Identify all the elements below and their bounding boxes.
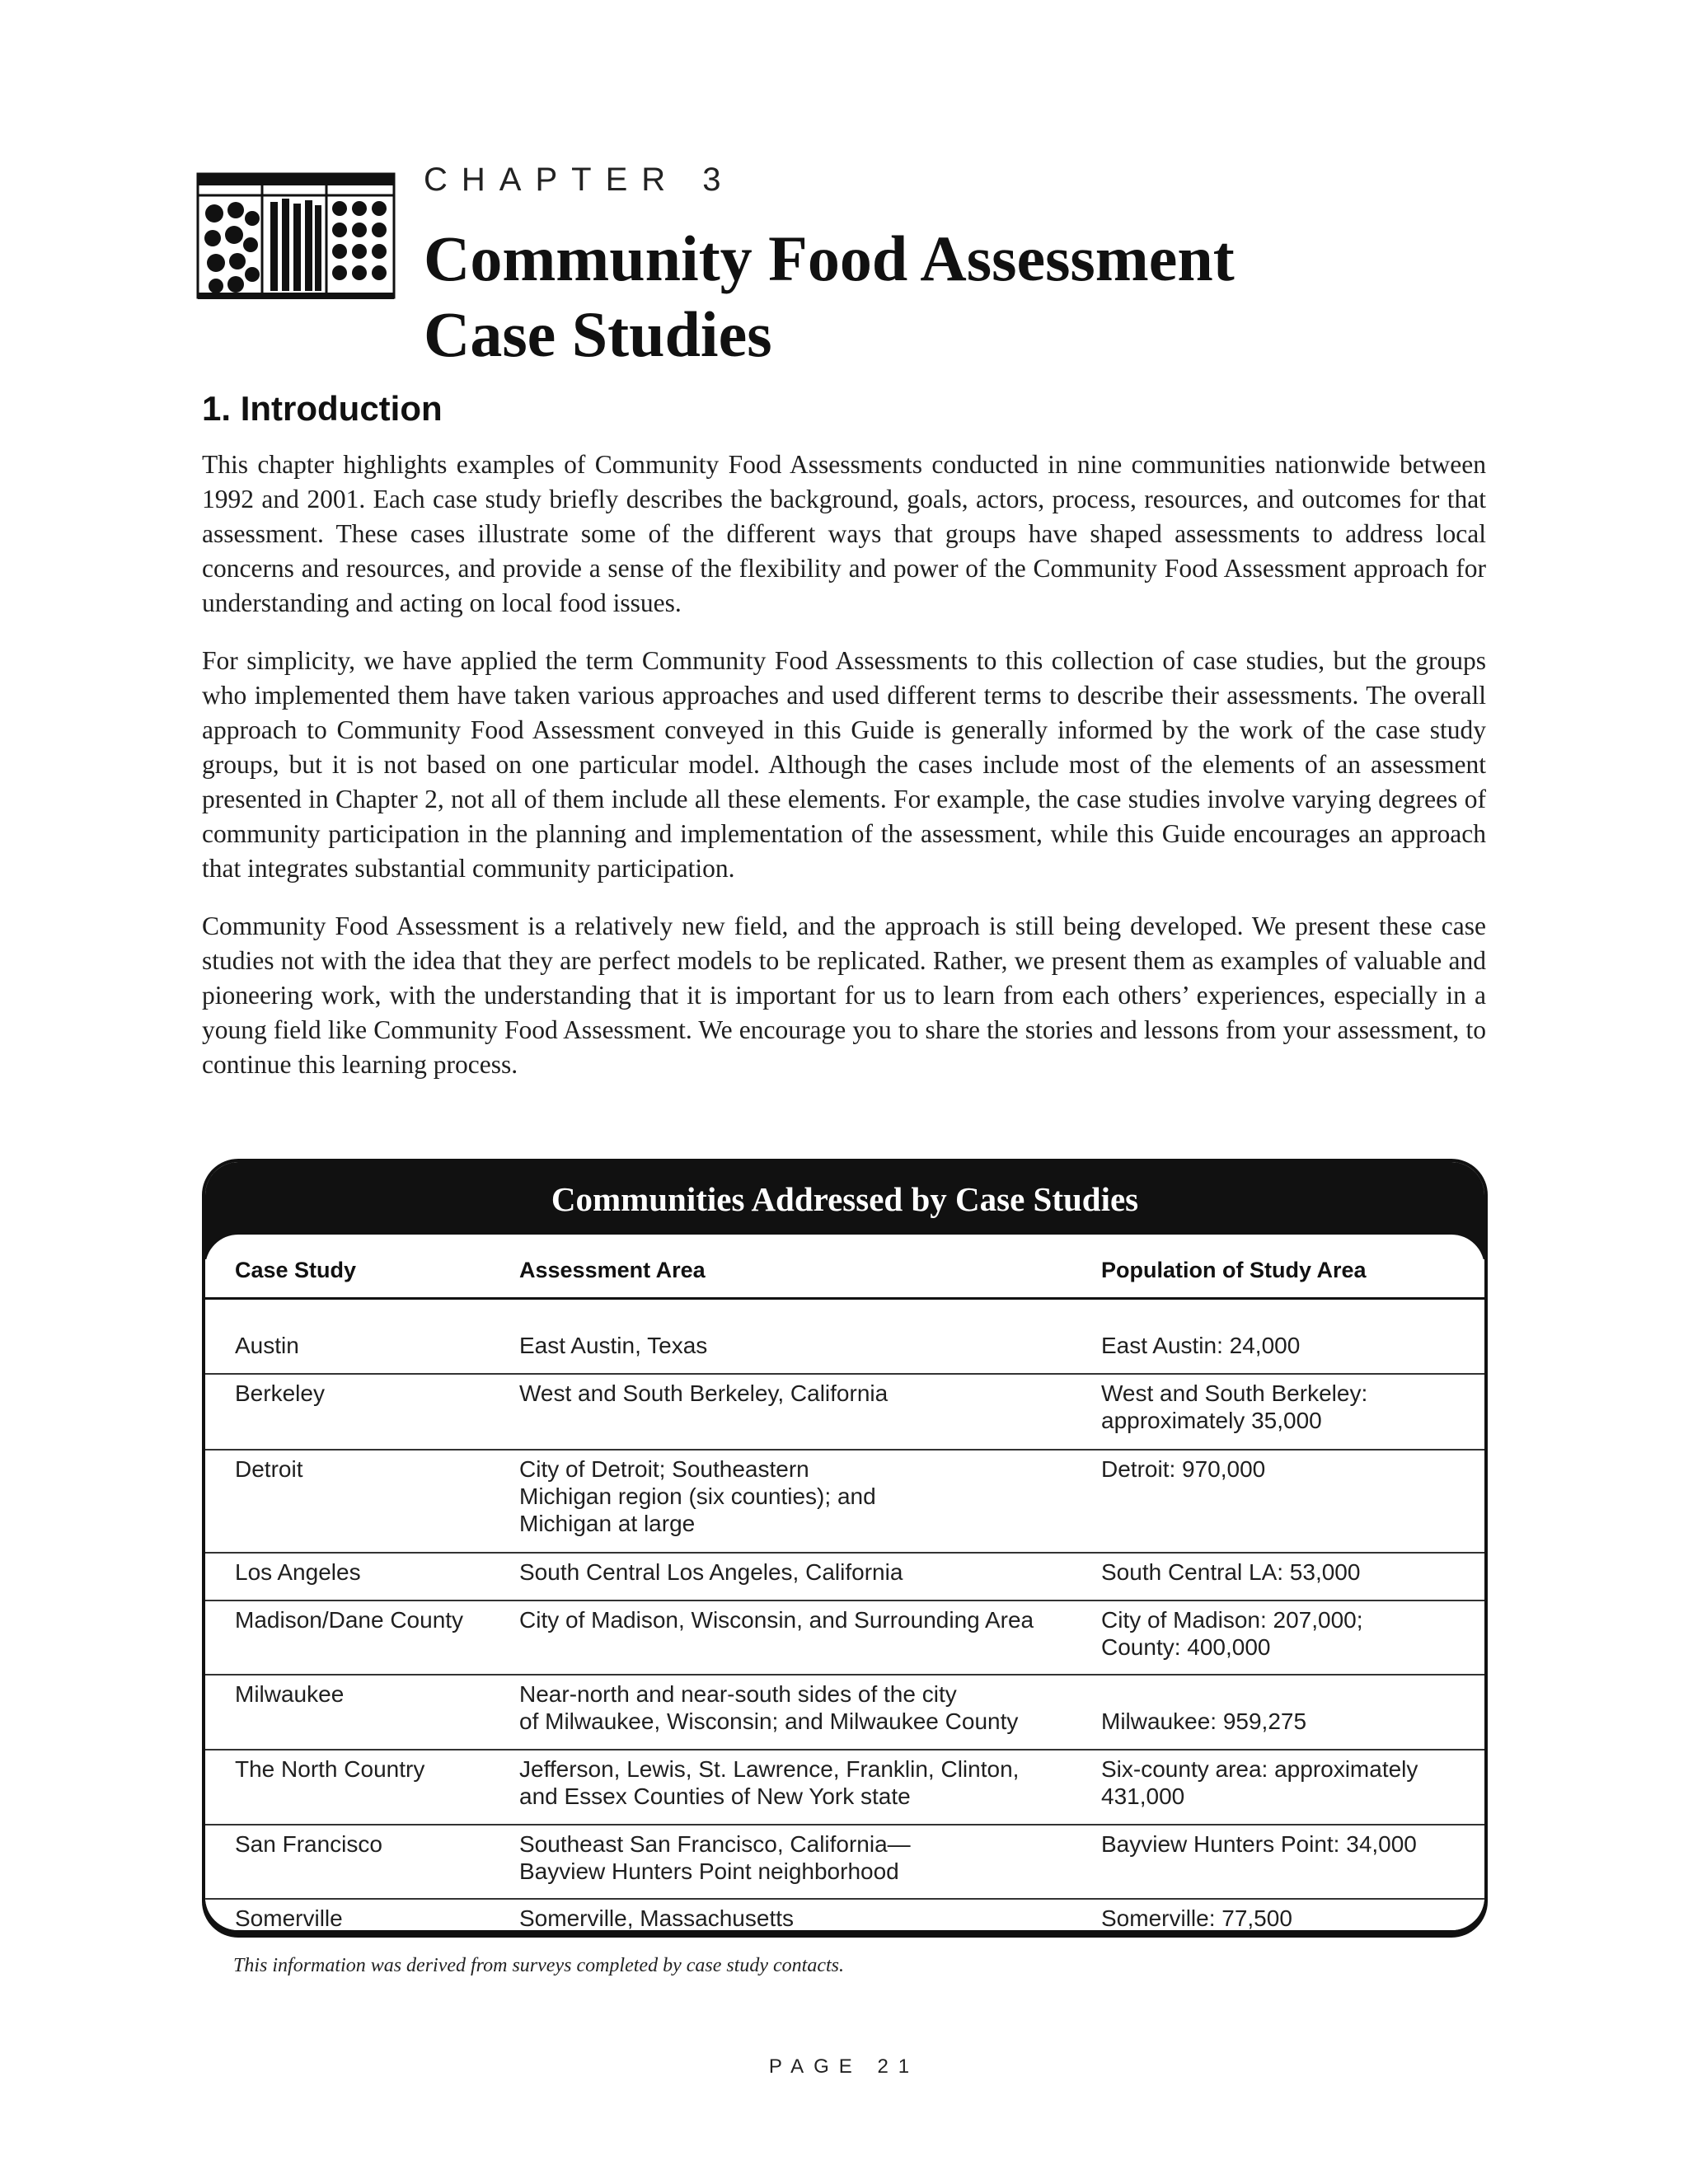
page-number: PAGE 21 [768,2055,920,2078]
cell-population: Six-county area: approximately 431,000 [1101,1756,1418,1809]
cell-assessment-area: Somerville, Massachusetts [519,1905,795,1931]
table-row [205,1327,1484,1375]
table-title: Communities Addressed by Case Studies [551,1180,1139,1218]
table-row [205,1825,1484,1900]
cell-case-study: Austin [235,1333,299,1358]
cell-case-study: The North Country [235,1756,425,1782]
chapter-label: CHAPTER 3 [424,162,735,198]
chapter-title [424,221,1495,373]
cell-population: East Austin: 24,000 [1101,1333,1301,1358]
cell-case-study: Madison/Dane County [235,1607,464,1633]
cell-population: South Central LA: 53,000 [1101,1559,1361,1585]
chapter-title-line-1: Community Food Assessment [424,223,1235,294]
cell-assessment-area: West and South Berkeley, California [519,1380,889,1406]
table-row [205,1675,1484,1750]
table-row [205,1451,1484,1554]
cell-assessment-area: Jefferson, Lewis, St. Lawrence, Franklin, Clinton, and Essex Counties of New York state [519,1756,1020,1809]
cell-population: Detroit: 970,000 [1101,1456,1266,1482]
table-row [205,1750,1484,1825]
cell-case-study: Berkeley [235,1380,325,1406]
section-heading: 1. Introduction [202,389,443,428]
cell-assessment-area: East Austin, Texas [519,1333,708,1358]
cell-population: West and South Berkeley: approximately 35,000 [1101,1380,1368,1433]
cell-case-study: Los Angeles [235,1559,361,1585]
paragraph-2: For simplicity, we have applied the term Community Food Assessments to this collection of case studies, but the groups who implemented them have taken various approaches and used different terms to describe their assessments. The overall approach to Community Food Assessment conveyed in this Guide is generally informed by the work of the case study groups, but it is not based on one particular model. Although the cases include most of the elements of an assessment presented in Chapter 2, not all of them include all these elements. For example, the case studies involve varying degrees of community participation in the planning and implementation of the assessment, while this Guide encourages an approach that integrates substantial community participation. [202,646,1486,883]
cell-assessment-area: City of Madison, Wisconsin, and Surrounding Area [519,1607,1034,1633]
column-header-population: Population of Study Area [1101,1258,1367,1282]
paragraph-1: This chapter highlights examples of Community Food Assessments conducted in nine communities nationwide between 1992 and 2001. Each case study briefly describes the background, goals, actors, process, resources, and outcomes for that assessment. These cases illustrate some of the different ways that groups have shaped assessments to address local concerns and resources, and provide a sense of the flexibility and power of the Community Food Assessment approach for understanding and acting on local food issues. [202,450,1486,617]
cell-case-study: Milwaukee [235,1681,345,1707]
case-studies-table [202,1159,1488,1933]
table-row [205,1554,1484,1601]
cell-assessment-area: Southeast San Francisco, California— Bayview Hunters Point neighborhood [519,1831,911,1884]
cell-population: City of Madison: 207,000; County: 400,000 [1101,1607,1363,1660]
cell-population: Bayview Hunters Point: 34,000 [1101,1831,1417,1857]
cell-population: Milwaukee: 959,275 [1101,1708,1307,1734]
paragraph-3: Community Food Assessment is a relatively new field, and the approach is still being developed. We present these case studies not with the idea that they are perfect models to be replicated. Rather, we present them as examples of valuable and pioneering work, with the understanding that it is important for us to learn from each others’ experiences, especially in a young field like Community Food Assessment. We encourage you to share the stories and lessons from your assessment, to continue this learning process. [202,912,1486,1079]
produce-crates-icon [195,171,397,302]
table-row [205,1601,1484,1675]
cell-population: Somerville: 77,500 [1101,1905,1292,1931]
cell-case-study: San Francisco [235,1831,382,1857]
table-body [205,1235,1484,1933]
cell-assessment-area: City of Detroit; Southeastern Michigan region (six counties); and Michigan at large [519,1456,876,1536]
table-footnote: This information was derived from surveys completed by case study contacts. [233,1955,844,1976]
cell-assessment-area: Near-north and near-south sides of the city of Milwaukee, Wisconsin; and Milwaukee County [519,1681,1019,1734]
column-header-assessment-area: Assessment Area [519,1258,706,1282]
table-rows [205,1327,1484,1933]
cell-assessment-area: South Central Los Angeles, California [519,1559,903,1585]
table-row [205,1900,1484,1933]
cell-case-study: Detroit [235,1456,303,1482]
cell-case-study: Somerville [235,1905,343,1931]
header-divider [205,1297,1484,1300]
chapter-title-line-2: Case Studies [424,298,772,370]
table-row [205,1375,1484,1451]
body-text [202,448,1486,1105]
column-header-case-study: Case Study [235,1258,357,1282]
